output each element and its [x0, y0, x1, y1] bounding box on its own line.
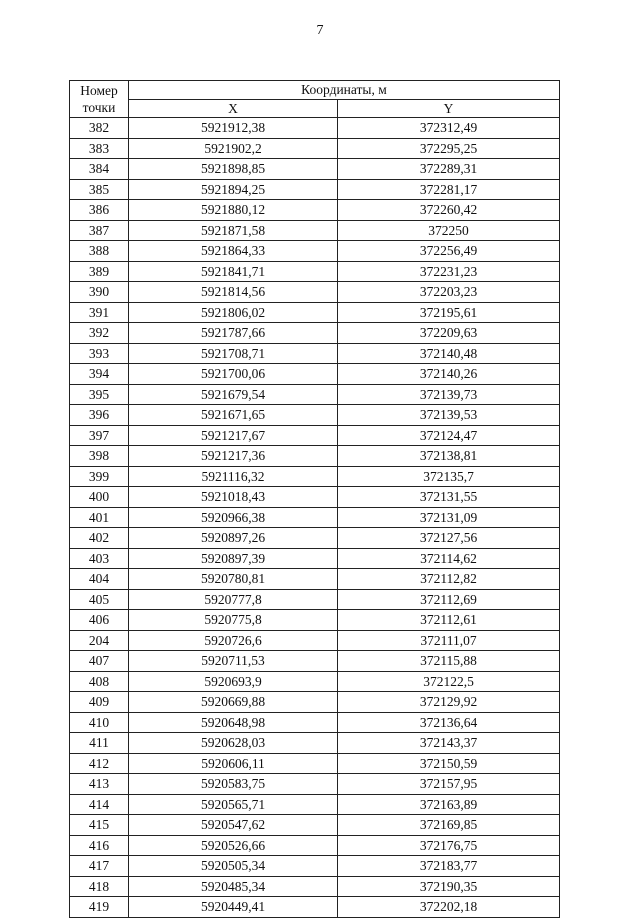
point-number-cell: 404 — [70, 569, 129, 590]
x-coordinate-cell: 5921864,33 — [129, 241, 338, 262]
x-coordinate-cell: 5920726,6 — [129, 630, 338, 651]
x-coordinate-cell: 5920648,98 — [129, 712, 338, 733]
x-coordinate-cell: 5920669,88 — [129, 692, 338, 713]
x-coordinate-cell: 5920565,71 — [129, 794, 338, 815]
point-number-cell: 385 — [70, 179, 129, 200]
x-coordinate-cell: 5920897,39 — [129, 548, 338, 569]
y-coordinate-cell: 372157,95 — [338, 774, 560, 795]
x-coordinate-cell: 5920606,11 — [129, 753, 338, 774]
table-row — [70, 220, 560, 241]
y-coordinate-cell: 372250 — [338, 220, 560, 241]
point-number-cell: 399 — [70, 466, 129, 487]
table-row — [70, 118, 560, 139]
point-number-cell: 401 — [70, 507, 129, 528]
point-number-cell: 417 — [70, 856, 129, 877]
point-number-cell: 384 — [70, 159, 129, 180]
y-coordinate-cell: 372256,49 — [338, 241, 560, 262]
x-coordinate-cell: 5921912,38 — [129, 118, 338, 139]
point-number-cell: 393 — [70, 343, 129, 364]
x-coordinate-cell: 5921700,06 — [129, 364, 338, 385]
table-body — [70, 118, 560, 918]
y-coordinate-cell: 372209,63 — [338, 323, 560, 344]
point-number-cell: 395 — [70, 384, 129, 405]
table-row — [70, 589, 560, 610]
x-coordinate-cell: 5921679,54 — [129, 384, 338, 405]
table-row — [70, 876, 560, 897]
point-number-cell: 411 — [70, 733, 129, 754]
point-number-cell: 409 — [70, 692, 129, 713]
table-row — [70, 487, 560, 508]
y-coordinate-cell: 372231,23 — [338, 261, 560, 282]
x-coordinate-cell: 5921217,36 — [129, 446, 338, 467]
x-coordinate-cell: 5921671,65 — [129, 405, 338, 426]
table-row — [70, 343, 560, 364]
y-coordinate-cell: 372203,23 — [338, 282, 560, 303]
table-row — [70, 630, 560, 651]
table-row — [70, 405, 560, 426]
x-coordinate-cell: 5921217,67 — [129, 425, 338, 446]
x-coordinate-cell: 5920547,62 — [129, 815, 338, 836]
x-coordinate-cell: 5920628,03 — [129, 733, 338, 754]
point-number-cell: 406 — [70, 610, 129, 631]
point-number-cell: 405 — [70, 589, 129, 610]
point-number-cell: 403 — [70, 548, 129, 569]
table-row — [70, 466, 560, 487]
x-coordinate-cell: 5921894,25 — [129, 179, 338, 200]
point-number-cell: 419 — [70, 897, 129, 918]
page-number: 7 — [316, 23, 324, 38]
point-number-cell: 398 — [70, 446, 129, 467]
table-row — [70, 856, 560, 877]
point-number-cell: 391 — [70, 302, 129, 323]
x-coordinate-cell: 5920583,75 — [129, 774, 338, 795]
table-row — [70, 323, 560, 344]
y-coordinate-cell: 372295,25 — [338, 138, 560, 159]
y-coordinate-cell: 372112,82 — [338, 569, 560, 590]
y-coordinate-cell: 372138,81 — [338, 446, 560, 467]
x-coordinate-cell: 5921841,71 — [129, 261, 338, 282]
table-header — [70, 81, 560, 118]
y-coordinate-cell: 372131,09 — [338, 507, 560, 528]
y-coordinate-cell: 372140,48 — [338, 343, 560, 364]
point-number-cell: 410 — [70, 712, 129, 733]
table-row — [70, 897, 560, 918]
table-row — [70, 179, 560, 200]
table-row — [70, 651, 560, 672]
table-row — [70, 364, 560, 385]
y-coordinate-cell: 372114,62 — [338, 548, 560, 569]
table-row — [70, 528, 560, 549]
point-number-cell: 414 — [70, 794, 129, 815]
x-coordinate-cell: 5920711,53 — [129, 651, 338, 672]
x-coordinate-cell: 5921116,32 — [129, 466, 338, 487]
x-coordinate-cell: 5920505,34 — [129, 856, 338, 877]
y-coordinate-cell: 372163,89 — [338, 794, 560, 815]
point-number-cell: 415 — [70, 815, 129, 836]
y-coordinate-cell: 372139,53 — [338, 405, 560, 426]
y-coordinate-cell: 372131,55 — [338, 487, 560, 508]
y-coordinate-cell: 372150,59 — [338, 753, 560, 774]
y-coordinate-cell: 372281,17 — [338, 179, 560, 200]
point-number-cell: 386 — [70, 200, 129, 221]
y-coordinate-cell: 372312,49 — [338, 118, 560, 139]
table-row — [70, 712, 560, 733]
y-coordinate-cell: 372122,5 — [338, 671, 560, 692]
x-coordinate-cell: 5921814,56 — [129, 282, 338, 303]
point-number-cell: 418 — [70, 876, 129, 897]
y-coordinate-cell: 372183,77 — [338, 856, 560, 877]
x-coordinate-cell: 5921898,85 — [129, 159, 338, 180]
table-row — [70, 794, 560, 815]
y-coordinate-cell: 372143,37 — [338, 733, 560, 754]
point-number-cell: 416 — [70, 835, 129, 856]
point-number-cell: 388 — [70, 241, 129, 262]
x-coordinate-cell: 5920780,81 — [129, 569, 338, 590]
table-row — [70, 671, 560, 692]
y-coordinate-cell: 372136,64 — [338, 712, 560, 733]
y-coordinate-cell: 372112,61 — [338, 610, 560, 631]
table-row — [70, 569, 560, 590]
y-coordinate-cell: 372195,61 — [338, 302, 560, 323]
x-coordinate-cell: 5921880,12 — [129, 200, 338, 221]
table-row — [70, 261, 560, 282]
table-row — [70, 241, 560, 262]
table-row — [70, 610, 560, 631]
x-coordinate-cell: 5921708,71 — [129, 343, 338, 364]
point-number-cell: 383 — [70, 138, 129, 159]
y-column-header: Y — [338, 99, 560, 118]
table-row — [70, 835, 560, 856]
table-row — [70, 384, 560, 405]
point-number-cell: 400 — [70, 487, 129, 508]
x-coordinate-cell: 5921902,2 — [129, 138, 338, 159]
point-number-cell: 392 — [70, 323, 129, 344]
table-row — [70, 507, 560, 528]
coordinates-table — [69, 80, 560, 918]
table-row — [70, 282, 560, 303]
x-column-header: X — [129, 99, 338, 118]
x-coordinate-cell: 5920449,41 — [129, 897, 338, 918]
y-coordinate-cell: 372169,85 — [338, 815, 560, 836]
table-row — [70, 425, 560, 446]
point-number-cell: 382 — [70, 118, 129, 139]
y-coordinate-cell: 372176,75 — [338, 835, 560, 856]
point-number-cell: 204 — [70, 630, 129, 651]
x-coordinate-cell: 5921787,66 — [129, 323, 338, 344]
y-coordinate-cell: 372190,35 — [338, 876, 560, 897]
coordinates-header: Координаты, м — [129, 81, 560, 100]
y-coordinate-cell: 372202,18 — [338, 897, 560, 918]
y-coordinate-cell: 372260,42 — [338, 200, 560, 221]
x-coordinate-cell: 5920777,8 — [129, 589, 338, 610]
x-coordinate-cell: 5920485,34 — [129, 876, 338, 897]
point-number-cell: 389 — [70, 261, 129, 282]
table-row — [70, 302, 560, 323]
x-coordinate-cell: 5920775,8 — [129, 610, 338, 631]
point-number-cell: 390 — [70, 282, 129, 303]
table-row — [70, 548, 560, 569]
point-number-cell: 407 — [70, 651, 129, 672]
table-row — [70, 200, 560, 221]
table-row — [70, 159, 560, 180]
y-coordinate-cell: 372111,07 — [338, 630, 560, 651]
point-number-cell: 396 — [70, 405, 129, 426]
table-row — [70, 815, 560, 836]
y-coordinate-cell: 372124,47 — [338, 425, 560, 446]
point-number-header-line1: Номер — [80, 83, 118, 98]
point-number-header — [70, 81, 129, 118]
y-coordinate-cell: 372127,56 — [338, 528, 560, 549]
point-number-cell: 413 — [70, 774, 129, 795]
table-row — [70, 774, 560, 795]
point-number-cell: 402 — [70, 528, 129, 549]
table-row — [70, 692, 560, 713]
table-row — [70, 138, 560, 159]
point-number-cell: 394 — [70, 364, 129, 385]
x-coordinate-cell: 5920526,66 — [129, 835, 338, 856]
point-number-cell: 412 — [70, 753, 129, 774]
y-coordinate-cell: 372139,73 — [338, 384, 560, 405]
table-row — [70, 733, 560, 754]
y-coordinate-cell: 372115,88 — [338, 651, 560, 672]
point-number-header-line2: точки — [82, 100, 116, 115]
table-row — [70, 753, 560, 774]
y-coordinate-cell: 372112,69 — [338, 589, 560, 610]
point-number-cell: 408 — [70, 671, 129, 692]
y-coordinate-cell: 372289,31 — [338, 159, 560, 180]
x-coordinate-cell: 5921018,43 — [129, 487, 338, 508]
table-row — [70, 446, 560, 467]
x-coordinate-cell: 5920966,38 — [129, 507, 338, 528]
y-coordinate-cell: 372135,7 — [338, 466, 560, 487]
x-coordinate-cell: 5921806,02 — [129, 302, 338, 323]
point-number-cell: 397 — [70, 425, 129, 446]
x-coordinate-cell: 5921871,58 — [129, 220, 338, 241]
x-coordinate-cell: 5920897,26 — [129, 528, 338, 549]
y-coordinate-cell: 372140,26 — [338, 364, 560, 385]
x-coordinate-cell: 5920693,9 — [129, 671, 338, 692]
point-number-cell: 387 — [70, 220, 129, 241]
y-coordinate-cell: 372129,92 — [338, 692, 560, 713]
